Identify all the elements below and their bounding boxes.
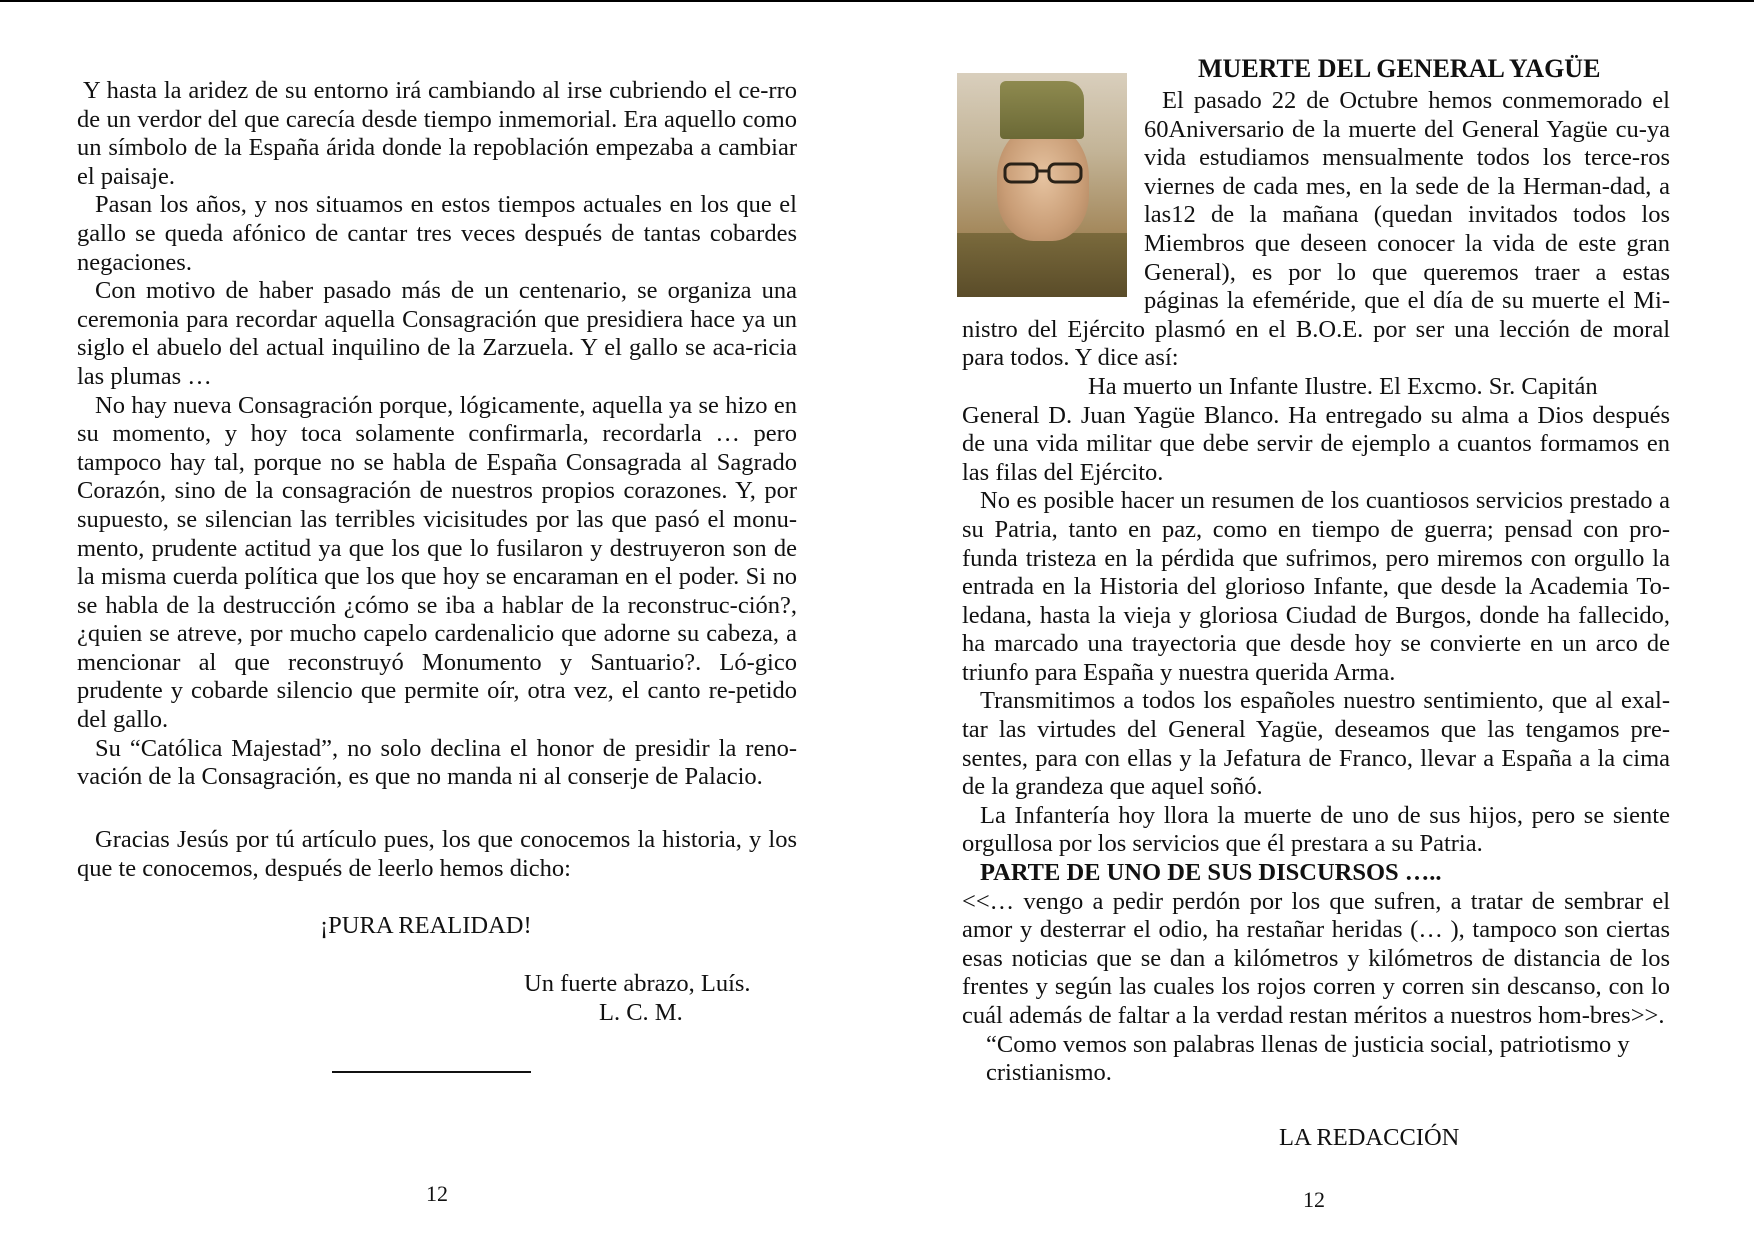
intro-paragraph: El pasado 22 de Octubre hemos conmemorado el 60Aniversario de la muerte del General Yagüe cu-ya vida estudiamos mensualmente todos los terce-ros viernes de cada mes, en la sede de la Herman-dad, a las12 de la mañana (quedan invitados todos los Miembros que deseen conocer la vida de este gran General), es por lo que queremos traer a estas páginas la efeméride, que el día de su muerte el Mi-nistro del Ejército plasmó en el B.O.E. por ser una lección de moral para todos. Y dice así: [962,87,1670,372]
pura-realidad-text: ¡PURA REALIDAD! [320,912,532,939]
left-paragraph-3: Con motivo de haber pasado más de un centenario, se organiza una ceremonia para recordar aquella Consagración que presidiera hace ya un siglo el abuelo del actual inquilino de la Zarzuela. Y el gallo se aca-ricia las plumas … [77,277,797,390]
right-paragraph-1: No es posible hacer un resumen de los cuantiosos servicios prestado a su Patria, tanto en paz, como en tiempo de guerra; pensad con pro-funda tristeza en la pérdida que sufrimos, pero miremos con orgullo la entrada en la Historia del glorioso Infante, que desde la Academia To-ledana, hasta la vieja y gloriosa Ciudad de Burgos, donde ha fallecido, ha marcado una trayectoria que desde hoy se convierte en un arco de triunfo para España y nuestra querida Arma. [962,487,1670,686]
speech-subheading: PARTE DE UNO DE SUS DISCURSOS ….. [980,859,1442,887]
right-paragraph-2: Transmitimos a todos los españoles nuestro sentimiento, que al exal-tar las virtudes del General Yagüe, deseamos que las tengamos pre-sentes, para con ellas y la Jefatura de Franco, llevar a España a la cima de la grandeza que aquel soñó. [962,687,1670,801]
decree-quote-first-line: Ha muerto un Infante Ilustre. El Excmo. Sr. Capitán [1088,372,1598,400]
closing-rule [332,1071,531,1073]
byline-redaccion: LA REDACCIÓN [1279,1124,1460,1151]
left-paragraph-5: Su “Católica Majestad”, no solo declina el honor de presidir la reno-vación de la Consagración, es que no manda ni al conserje de Palacio. [77,734,797,791]
right-body-text [962,87,1670,1088]
left-paragraph-1: Y hasta la aridez de su entorno irá cambiando al irse cubriendo el ce-rro de un verdor del que carecía desde tiempo inmemorial. Era aquello como un símbolo de la España árida donde la repoblación empezaba a cambiar el paisaje. [77,77,797,190]
right-page-number: 12 [1303,1187,1325,1212]
photo-float-spacer [962,87,1144,299]
initials-text: L. C. M. [599,999,683,1026]
decree-quote-rest: General D. Juan Yagüe Blanco. Ha entregado su alma a Dios después de una vida militar que debe servir de ejemplo a cuantos formamos en las filas del Ejército. [962,401,1670,486]
signoff-text: Un fuerte abrazo, Luís. [524,970,751,997]
thanks-paragraph: Gracias Jesús por tú artículo pues, los que conocemos la historia, y los que te conocemos, después de leerlo hemos dicho: [77,826,797,882]
speech-quote: <<… vengo a pedir perdón por los que sufren, a tratar de sembrar el amor y desterrar el odio, ha restañar heridas (… ), tampoco son ciertas esas noticias que se dan a kilómetros y kilómetros de distancia de los frentes y según las cuales los rojos corren y corren sin descanso, con lo cuál además de faltar a la verdad restan méritos a nuestros hom-bres>>. [962,887,1670,1029]
article-title: MUERTE DEL GENERAL YAGÜE [1198,54,1601,83]
thanks-block [77,826,797,883]
left-paragraph-2: Pasan los años, y nos situamos en estos tiempos actuales en los que el gallo se queda afónico de cantar tres veces después de tantas cobardes negaciones. [77,191,797,276]
right-page [877,0,1754,1240]
closing-paragraph: “Como vemos son palabras llenas de justicia social, patriotismo y cristianismo. [986,1030,1630,1087]
left-page-number: 12 [426,1181,448,1206]
left-body-text [77,77,797,792]
right-paragraph-3: La Infantería hoy llora la muerte de uno de sus hijos, pero se siente orgullosa por los servicios que él prestara a su Patria. [962,801,1670,858]
left-paragraph-4: No hay nueva Consagración porque, lógicamente, aquella ya se hizo en su momento, y hoy toca solamente confirmarla, recordarla … pero tampoco hay tal, porque no se habla de España Consagrada al Sagrado Corazón, sino de la consagración de nuestros propios corazones. Y, por supuesto, se silencian las terribles vicisitudes por las que pasó el monu-mento, prudente actitud ya que los que lo fusilaron y destruyeron son de la misma cuerda política que los que hoy se encaraman en el poder. Si no se habla de la destrucción ¿cómo se iba a hablar de la reconstruc-ción?, ¿quien se atreve, por mucho capelo cardenalicio que adorne su cabeza, a mencionar al que reconstruyó Monumento y Santuario?. Ló-gico prudente y cobarde silencio que permite oír, otra vez, el canto re-petido del gallo. [77,391,797,734]
